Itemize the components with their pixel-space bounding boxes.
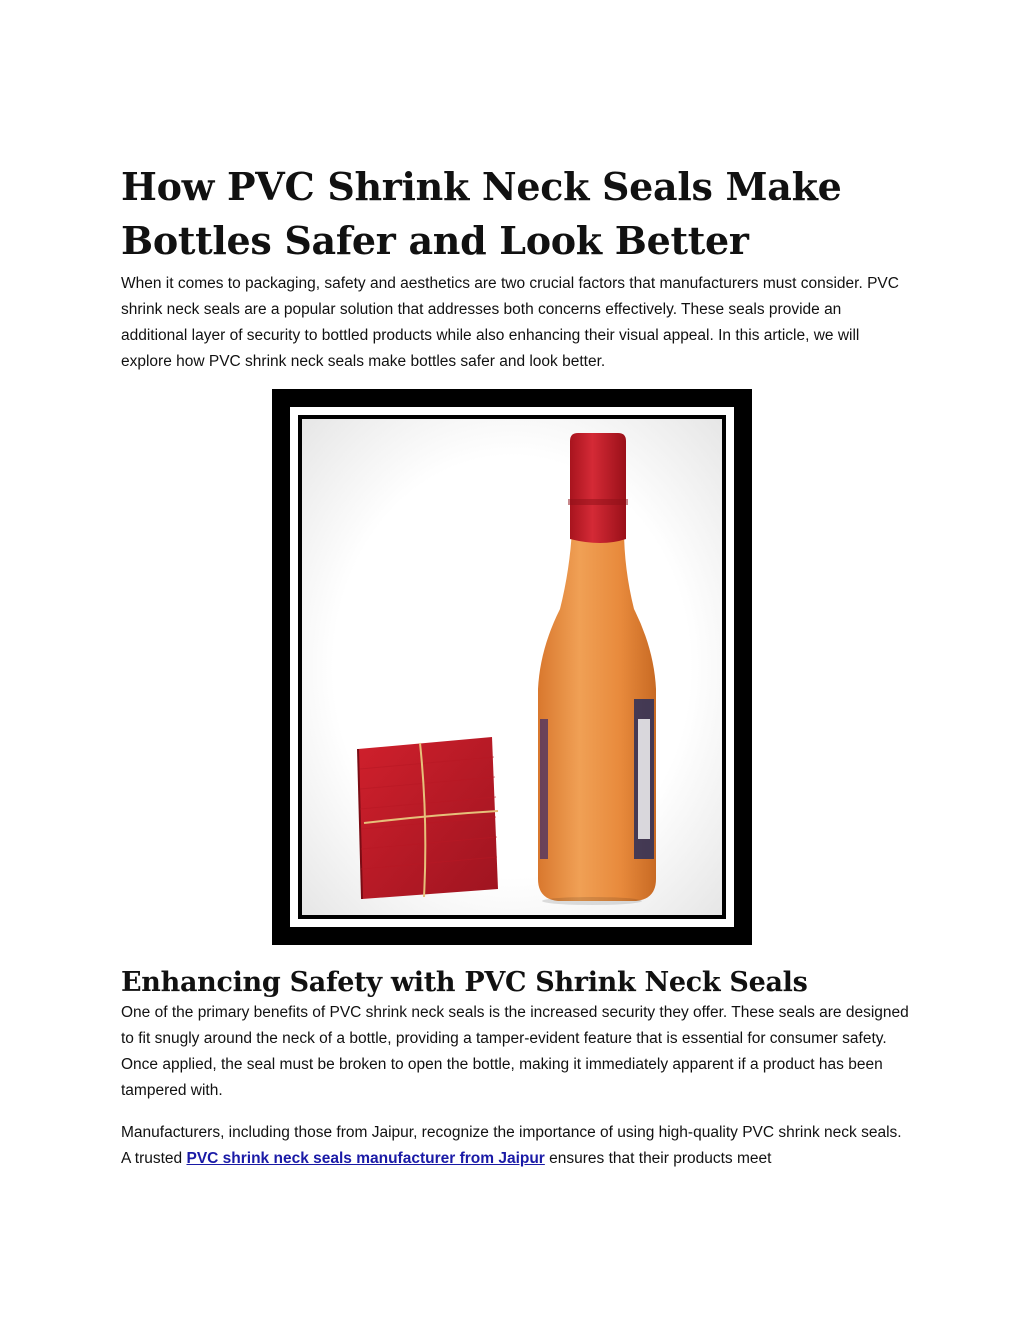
article-title: How PVC Shrink Neck Seals Make Bottles Safer and Look Better bbox=[121, 164, 842, 263]
article-header bbox=[121, 160, 911, 375]
paragraph-2-text-end: ensures that their products meet bbox=[544, 1150, 772, 1167]
intro-paragraph: When it comes to packaging, safety and aesthetics are two crucial factors that manufacturers must consider. PVC shrink neck seals are a popular solution that addresses both concerns effectively. These seals provide an additional layer of security to bottled products while also enhancing their visual appeal. In this article, we will explore how PVC shrink neck seals make bottles safer and look better. bbox=[121, 275, 899, 370]
product-image-frame bbox=[272, 389, 752, 945]
product-photo bbox=[302, 419, 722, 915]
safety-paragraph-1: One of the primary benefits of PVC shrink neck seals is the increased security they offer. These seals are designed to fit snugly around the neck of a bottle, providing a tamper-evident feature that is essential for consumer safety. Once applied, the seal must be broken to open the bottle, making it immediately apparent if a product has been tampered with. bbox=[121, 1004, 909, 1099]
seal-stack bbox=[358, 737, 498, 899]
manufacturer-link[interactable]: PVC shrink neck seals manufacturer from Jaipur bbox=[186, 1150, 545, 1167]
safety-paragraph-2 bbox=[121, 1120, 911, 1172]
sauce-bottle bbox=[538, 433, 656, 905]
paragraph-2-text-start: Manufacturers, including those from Jaipur, recognize the importance of using high-quality PVC shrink neck seals. A trusted bbox=[121, 1124, 902, 1167]
safety-section bbox=[121, 966, 911, 1172]
bottle-and-seals-illustration bbox=[302, 419, 722, 915]
safety-heading: Enhancing Safety with PVC Shrink Neck Seals bbox=[121, 967, 808, 998]
